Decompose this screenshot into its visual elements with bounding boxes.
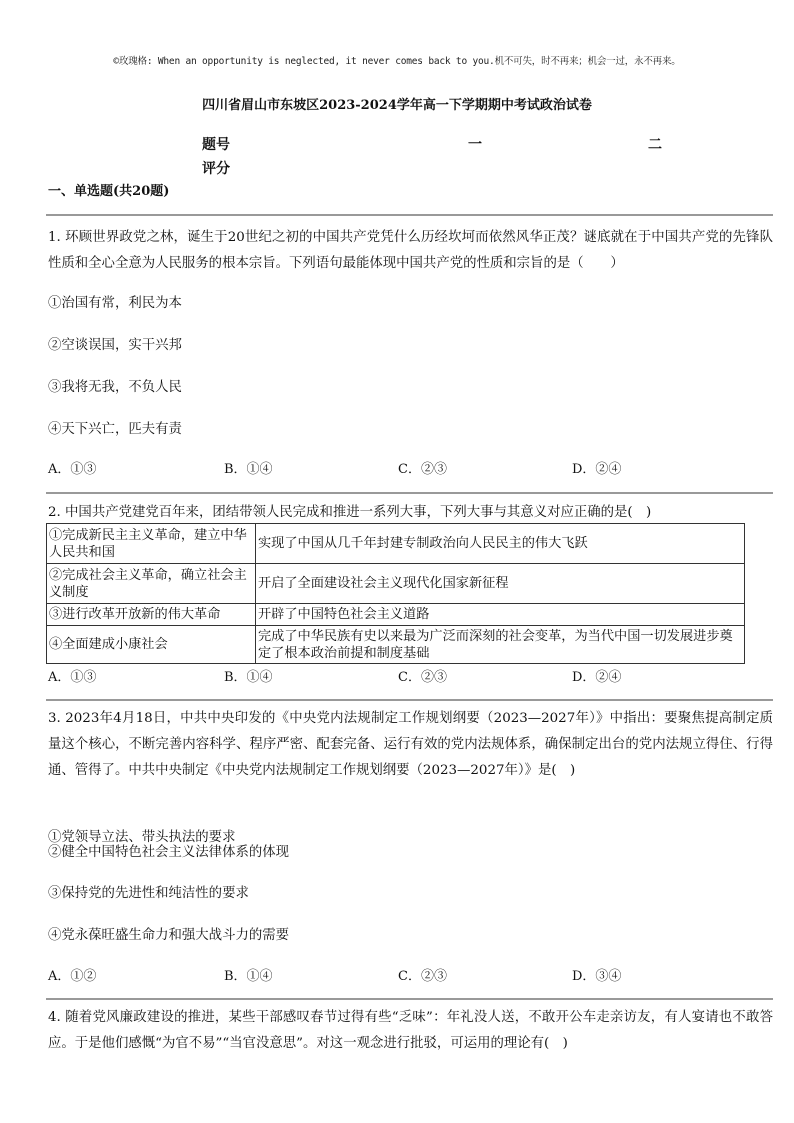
choice-a[interactable]: A．①③: [48, 462, 97, 477]
choice-d[interactable]: D．③④: [572, 969, 622, 984]
table-cell-event: ④全面建成小康社会: [47, 626, 256, 664]
choice-b[interactable]: B．①④: [224, 969, 273, 984]
question-1-choices: [48, 458, 748, 476]
table-cell-meaning: 实现了中国从几千年封建专制政治向人民民主的伟大飞跃: [256, 524, 745, 564]
table-row: [47, 564, 745, 604]
question-2-choices: [48, 666, 748, 684]
choice-d[interactable]: D．②④: [572, 462, 622, 477]
table-row: [47, 626, 745, 664]
choice-c[interactable]: C．②③: [398, 462, 447, 477]
question-1-option: ④天下兴亡，匹夫有责: [48, 422, 182, 437]
choice-b[interactable]: B．①④: [224, 670, 273, 685]
score-label-number: 题号: [202, 137, 230, 153]
table-cell-event: ②完成社会主义革命，确立社会主义制度: [47, 564, 256, 604]
choice-c[interactable]: C．②③: [398, 969, 447, 984]
table-row: [47, 524, 745, 564]
divider: [46, 492, 773, 494]
divider: [46, 998, 773, 1000]
divider: [46, 214, 773, 216]
table-cell-meaning: 完成了中华民族有史以来最为广泛而深刻的社会变革，为当代中国一切发展进步奠定了根本政治前提和制度基础: [256, 626, 745, 664]
section-title: 一、单选题(共20题): [48, 184, 170, 199]
choice-a[interactable]: A．①②: [48, 969, 97, 984]
question-1-option: ②空谈误国，实干兴邦: [48, 338, 182, 353]
question-3-option: ③保持党的先进性和纯洁性的要求: [48, 886, 249, 901]
question-1-option: ①治国有常，利民为本: [48, 296, 182, 311]
table-cell-event: ③进行改革开放新的伟大革命: [47, 604, 256, 626]
choice-b[interactable]: B．①④: [224, 462, 273, 477]
choice-a[interactable]: A．①③: [48, 670, 97, 685]
table-row: [47, 604, 745, 626]
question-1-stem: 1. 环顾世界政党之林，诞生于20世纪之初的中国共产党凭什么历经坎坷而依然风华正茂？谜底就在于中国共产党的先锋队性质和全心全意为人民服务的根本宗旨。下列语句最能体现中国共产党的性质和宗旨的是（ ）: [48, 230, 773, 271]
table-cell-meaning: 开辟了中国特色社会主义道路: [256, 604, 745, 626]
question-2-stem: 2. 中国共产党建党百年来，团结带领人民完成和推进一系列大事，下列大事与其意义对应正确的是( ): [48, 505, 652, 520]
question-3-stem: 3. 2023年4月18日，中共中央印发的《中央党内法规制定工作规划纲要（2023—2027年）》中指出：要聚焦提高制定质量这个核心，不断完善内容科学、程序严密、配套完备、运行有效的党内法规体系，确保制定出台的党内法规立得住、行得通、管得了。中共中央制定《中央党内法规制定工作规划纲要（2023—2027年）》是( ): [48, 711, 773, 778]
question-3-option: ①党领导立法、带头执法的要求: [48, 830, 236, 845]
divider: [46, 699, 773, 701]
question-4-stem: 4. 随着党风廉政建设的推进，某些干部感叹春节过得有些“乏味”：年礼没人送，不敢开公车走亲访友，有人宴请也不敢答应。于是他们感慨“为官不易”“当官没意思”。对这一观念进行批驳，可运用的理论有( ): [48, 1010, 773, 1051]
table-cell-meaning: 开启了全面建设社会主义现代化国家新征程: [256, 564, 745, 604]
score-column-2: 二: [648, 137, 662, 153]
question-3-option: ④党永葆旺盛生命力和强大战斗力的需要: [48, 928, 290, 943]
question-3-option: ②健全中国特色社会主义法律体系的体现: [48, 845, 290, 860]
question-3-choices: [48, 965, 748, 983]
choice-c[interactable]: C．②③: [398, 670, 447, 685]
header-motto: ©玫瑰格: When an opportunity is neglected, it never comes back to you.机不可失，时不再来；机会一过，永不再来。: [113, 56, 681, 67]
page-title: 四川省眉山市东坡区2023-2024学年高一下学期期中考试政治试卷: [202, 98, 592, 113]
score-label-score: 评分: [202, 161, 230, 177]
score-column-1: 一: [468, 137, 482, 153]
table-cell-event: ①完成新民主主义革命，建立中华人民共和国: [47, 524, 256, 564]
choice-d[interactable]: D．②④: [572, 670, 622, 685]
question-1-option: ③我将无我，不负人民: [48, 380, 182, 395]
question-2-table: [46, 523, 745, 664]
